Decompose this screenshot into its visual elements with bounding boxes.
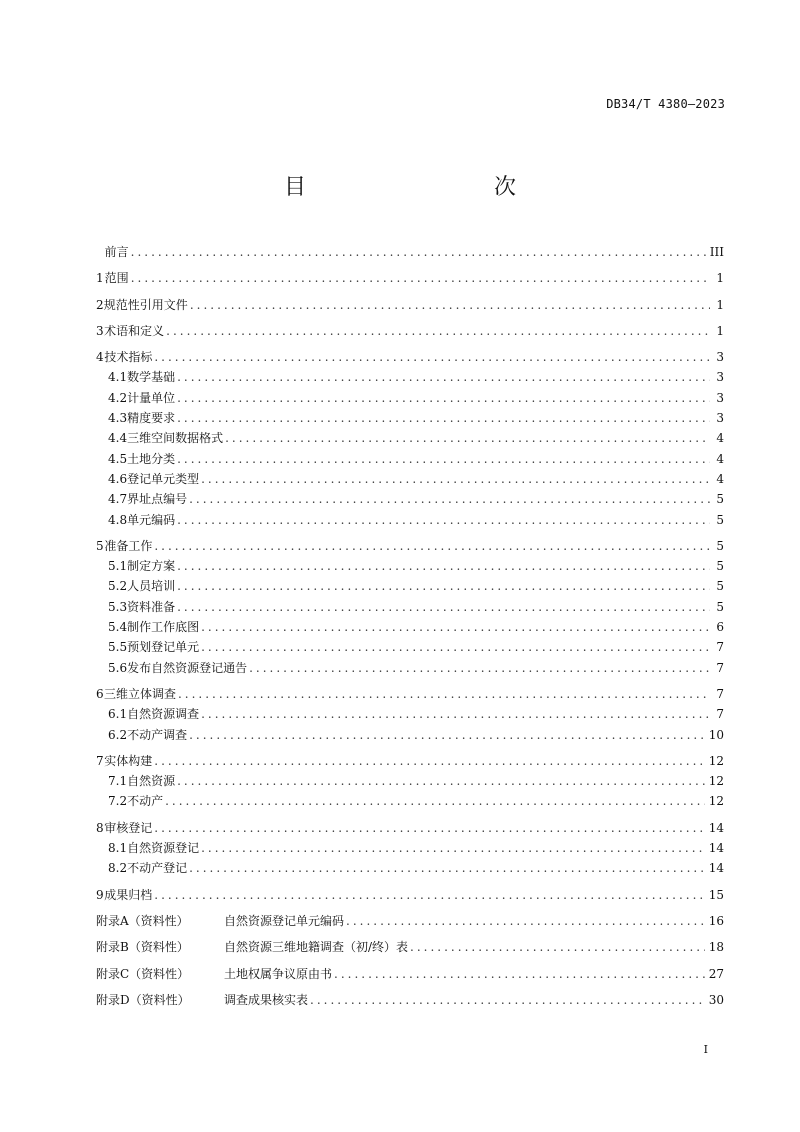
toc-dot-leader [189, 858, 705, 878]
toc-entry-page: 3 [716, 370, 724, 385]
toc-dot-leader [165, 791, 705, 811]
toc-entry-label: 自然资源登记单元编码 [224, 913, 345, 928]
toc-dot-leader [201, 469, 710, 489]
page-number: I [703, 1043, 708, 1056]
toc-entry-number: 5.1 [108, 559, 128, 574]
toc-entry-label: 土地权属争议原由书 [224, 966, 333, 981]
toc-entry-number: 6 [96, 686, 104, 701]
toc-entry-page: 5 [716, 579, 724, 594]
toc-dot-leader [177, 449, 710, 469]
toc-entry-number: 5.5 [108, 640, 128, 655]
toc-dot-leader [201, 637, 710, 657]
toc-entry-page: 5 [716, 559, 724, 574]
toc-entry-page: 10 [708, 727, 724, 742]
toc-appendix-heading: 附录C（资料性） [96, 966, 190, 981]
toc-entry-label: 土地分类 [127, 451, 176, 466]
toc-entry-label: 自然资源登记 [127, 841, 200, 856]
toc-entry-label: 登记单元类型 [127, 471, 200, 486]
toc-entry-number: 5.4 [108, 620, 128, 635]
toc-entry-page: 4 [716, 471, 724, 486]
toc-entry-number: 4 [96, 350, 104, 365]
toc-entry-number: 7.2 [108, 794, 128, 809]
toc-entry-label: 人员培训 [127, 579, 176, 594]
toc-entry-number: 8.2 [108, 861, 128, 876]
toc-entry-page: 3 [716, 390, 724, 405]
toc-entry[interactable] [96, 911, 724, 931]
page-title: 目 次 [283, 175, 564, 200]
toc-dot-leader [154, 818, 704, 838]
toc-appendix-heading: 附录A（资料性） [96, 913, 189, 928]
toc-entry-label: 术语和定义 [104, 323, 165, 338]
toc-dot-leader [177, 597, 710, 617]
toc-dot-leader [154, 536, 710, 556]
toc-entry-number: 4.3 [108, 411, 128, 426]
toc-entry-page: 1 [716, 323, 724, 338]
toc-entry-label: 不动产 [127, 794, 164, 809]
toc-dot-leader [189, 725, 705, 745]
toc-entry[interactable] [96, 536, 724, 556]
toc-dot-leader [154, 885, 704, 905]
toc-entry-number: 8.1 [108, 841, 128, 856]
toc-dot-leader [166, 321, 710, 341]
toc-dot-leader [310, 990, 705, 1010]
toc-entry[interactable] [96, 617, 724, 637]
toc-dot-leader [334, 964, 705, 984]
toc-entry-page: 30 [708, 992, 724, 1007]
toc-entry[interactable] [96, 771, 724, 791]
toc-entry[interactable] [96, 704, 724, 724]
toc-entry-page: 5 [716, 512, 724, 527]
toc-entry-label: 不动产登记 [127, 861, 188, 876]
toc-entry[interactable] [96, 449, 724, 469]
toc-dot-leader [201, 704, 710, 724]
toc-entry-label: 精度要求 [127, 411, 176, 426]
toc-entry-page: 4 [716, 431, 724, 446]
toc-dot-leader [177, 510, 710, 530]
toc-entry[interactable] [96, 885, 724, 905]
toc-entry[interactable] [96, 367, 724, 387]
toc-entry-label: 自然资源三维地籍调查（初/终）表 [224, 940, 409, 955]
toc-entry-page: 1 [716, 271, 724, 286]
toc-entry[interactable] [96, 838, 724, 858]
toc-entry-label: 不动产调查 [127, 727, 188, 742]
toc-entry-number: 7 [96, 753, 104, 768]
toc-entry-number: 4.2 [108, 390, 128, 405]
toc-entry-number: 6.2 [108, 727, 128, 742]
toc-entry[interactable] [96, 576, 724, 596]
toc-dot-leader [189, 489, 710, 509]
toc-entry-number: 4.1 [108, 370, 128, 385]
toc-entry-page: 16 [708, 913, 724, 928]
toc-entry-page: 3 [716, 411, 724, 426]
toc-entry[interactable] [96, 428, 724, 448]
toc-entry[interactable] [96, 751, 724, 771]
toc-entry-label: 范围 [104, 271, 129, 286]
toc-entry-number: 4.7 [108, 492, 128, 507]
toc-entry[interactable] [96, 597, 724, 617]
toc-entry-page: 6 [716, 620, 724, 635]
toc-dot-leader [225, 428, 710, 448]
toc-entry-label: 三维立体调查 [103, 686, 176, 701]
toc-entry-page: 3 [716, 350, 724, 365]
toc-entry-label: 制作工作底图 [127, 620, 200, 635]
toc-dot-leader [131, 242, 706, 262]
toc-entry-label: 数学基础 [127, 370, 176, 385]
toc-dot-leader [177, 771, 705, 791]
toc-entry[interactable] [96, 408, 724, 428]
toc-entry[interactable] [96, 964, 724, 984]
toc-entry[interactable] [96, 347, 724, 367]
toc-entry[interactable] [96, 637, 724, 657]
toc-entry-number: 4.8 [108, 512, 128, 527]
toc-entry[interactable] [96, 658, 724, 678]
toc-entry-page: 12 [708, 753, 724, 768]
toc-entry[interactable] [96, 388, 724, 408]
toc-entry-number: 2 [96, 297, 104, 312]
toc-entry-page: 14 [708, 820, 724, 835]
toc-entry-number: 1 [96, 271, 104, 286]
toc-dot-leader [131, 268, 710, 288]
toc-dot-leader [177, 367, 710, 387]
toc-entry-number: 9 [96, 887, 104, 902]
toc-entry-number: 4.6 [108, 471, 128, 486]
toc-entry[interactable] [96, 556, 724, 576]
toc-entry[interactable] [96, 295, 724, 315]
table-of-contents [96, 242, 724, 1010]
toc-dot-leader [177, 576, 710, 596]
toc-entry[interactable] [96, 321, 724, 341]
toc-dot-leader [201, 838, 705, 858]
toc-entry-number: 4.4 [108, 431, 128, 446]
toc-dot-leader [177, 556, 710, 576]
toc-entry-number: 3 [96, 323, 104, 338]
toc-entry-page: 12 [708, 794, 724, 809]
toc-entry-label: 制定方案 [127, 559, 176, 574]
toc-dot-leader [177, 388, 710, 408]
toc-entry[interactable] [96, 268, 724, 288]
toc-entry[interactable] [96, 469, 724, 489]
toc-entry-label: 自然资源 [127, 774, 176, 789]
toc-entry-label: 前言 [104, 245, 129, 259]
toc-dot-leader [154, 751, 704, 771]
toc-entry[interactable] [96, 510, 724, 530]
toc-entry-label: 单元编码 [127, 512, 176, 527]
toc-dot-leader [178, 684, 710, 704]
toc-entry[interactable] [96, 242, 724, 262]
toc-entry-label: 审核登记 [104, 820, 153, 835]
toc-entry[interactable] [96, 791, 724, 811]
toc-entry-page: 12 [708, 774, 724, 789]
toc-entry-page: 14 [708, 861, 724, 876]
toc-entry-page: 14 [708, 841, 724, 856]
toc-entry[interactable] [96, 725, 724, 745]
toc-entry[interactable] [96, 684, 724, 704]
toc-entry-page: 7 [716, 686, 724, 701]
toc-entry-number: 4.5 [108, 451, 128, 466]
toc-entry-label: 界址点编号 [127, 492, 188, 507]
toc-entry[interactable] [96, 489, 724, 509]
toc-appendix-heading: 附录B（资料性） [96, 940, 189, 955]
toc-dot-leader [410, 937, 705, 957]
toc-entry-page: 7 [716, 707, 724, 722]
toc-entry-number: 5.2 [108, 579, 128, 594]
toc-entry[interactable] [96, 990, 724, 1010]
toc-entry-label: 自然资源调查 [127, 707, 200, 722]
toc-entry-label: 资料准备 [127, 599, 176, 614]
toc-dot-leader [177, 408, 710, 428]
toc-entry-number: 8 [96, 820, 104, 835]
toc-entry-label: 预划登记单元 [127, 640, 200, 655]
toc-entry[interactable] [96, 937, 724, 957]
toc-entry-label: 计量单位 [127, 390, 176, 405]
toc-entry-label: 三维空间数据格式 [127, 431, 224, 446]
toc-entry-number: 5.3 [108, 599, 128, 614]
toc-dot-leader [201, 617, 710, 637]
toc-entry-page: 27 [708, 966, 724, 981]
toc-entry[interactable] [96, 818, 724, 838]
toc-entry-page: 5 [716, 599, 724, 614]
toc-appendix-heading: 附录D（资料性） [96, 992, 190, 1007]
toc-entry-page: 1 [716, 297, 724, 312]
toc-entry-page: 7 [716, 660, 724, 675]
toc-dot-leader [190, 295, 710, 315]
toc-entry-label: 实体构建 [104, 753, 153, 768]
toc-entry-label: 成果归档 [104, 887, 153, 902]
toc-entry[interactable] [96, 858, 724, 878]
toc-entry-label: 调查成果核实表 [224, 992, 309, 1007]
toc-entry-label: 技术指标 [104, 350, 153, 365]
toc-entry-label: 准备工作 [104, 538, 153, 553]
toc-dot-leader [154, 347, 710, 367]
toc-entry-page: 18 [708, 940, 724, 955]
toc-entry-page: 5 [716, 492, 724, 507]
toc-entry-number: 7.1 [108, 774, 128, 789]
document-code: DB34/T 4380—2023 [606, 97, 725, 111]
toc-entry-number: 5 [96, 538, 104, 553]
toc-dot-leader [249, 658, 710, 678]
toc-entry-number: 6.1 [108, 707, 128, 722]
toc-entry-label: 规范性引用文件 [103, 297, 188, 312]
toc-dot-leader [346, 911, 705, 931]
toc-entry-page: 7 [716, 640, 724, 655]
toc-entry-number: 5.6 [108, 660, 128, 675]
toc-entry-label: 发布自然资源登记通告 [127, 660, 248, 675]
toc-entry-page: 5 [716, 538, 724, 553]
toc-entry-page: 15 [708, 887, 724, 902]
toc-entry-page: 4 [716, 451, 724, 466]
toc-entry-page: III [709, 245, 724, 259]
